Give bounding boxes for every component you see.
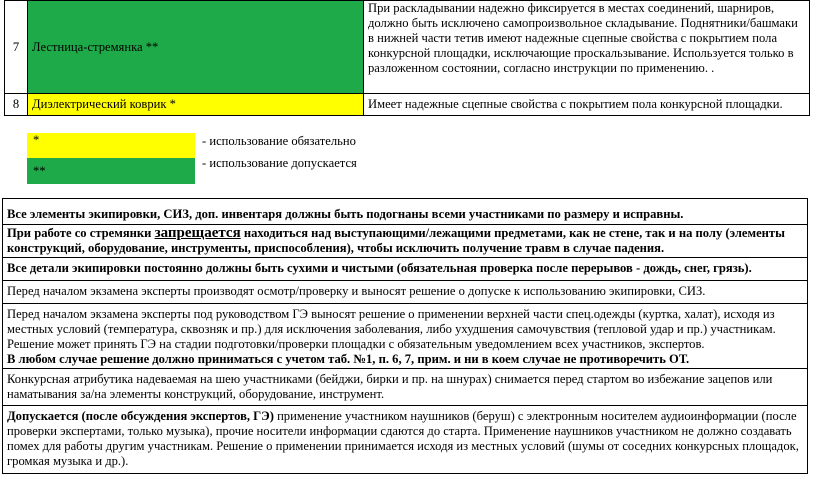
table-row — [5, 1, 810, 94]
item-name: Лестница-стремянка ** — [28, 1, 364, 94]
rule-inspection: Перед началом экзамена эксперты производят осмотр/проверку и выносят решение о допуске к использованию экипировки, СИЗ. — [3, 281, 807, 304]
rule-badges: Конкурсная атрибутика надеваемая на шею участниками (бейджи, бирки и пр. на шнурах) снимается перед стартом во избежание зацепов или наматывания за/на элементы конструкций, оборудование, инструмент. — [3, 369, 807, 406]
legend-allowed-text: - использование допускается — [202, 156, 357, 170]
rule-dry-clean: Все детали экипировки постоянно должны быть сухими и чистыми (обязательная проверка после перерывов - дождь, снег, грязь). — [3, 258, 807, 281]
rules-box — [2, 198, 808, 474]
rule-headphones-allowed: Допускается (после обсуждения экспертов, ГЭ) — [7, 409, 274, 423]
equipment-table — [4, 0, 810, 116]
item-name: Диэлектрический коврик * — [28, 94, 364, 116]
rule-headphones — [3, 406, 807, 473]
legend-allowed-swatch: ** — [27, 158, 195, 184]
rule-clothing-note: В любом случае решение должно приниматься с учетом таб. №1, п. 6, 7, прим. и ни в коем случае не противоречить ОТ. — [7, 352, 690, 366]
legend-required-text: - использование обязательно — [202, 134, 356, 148]
row-number: 7 — [5, 1, 28, 94]
item-description: Имеет надежные сцепные свойства с покрытием пола конкурсной площадки. — [364, 94, 810, 116]
rule-ladder-forbidden: запрещается — [154, 225, 241, 241]
rule-ladder-text-a: При работе со стремянки — [7, 226, 155, 240]
item-description: При раскладывании надежно фиксируется в местах соединений, шарниров, должно быть исключено самопроизвольное складывание. Поднятники/башмаки в нижней части тетив имеют надежные сцепные свойства с покрытием пола конкурсной площадки, исключающие проскальзывание. Используется только в разложенном состоянии, согласно инструкции по применению. . — [364, 1, 810, 94]
table-row — [5, 94, 810, 116]
rule-fit: Все элементы экипировки, СИЗ, доп. инвентаря должны быть подогнаны всеми участниками по размеру и исправны. — [3, 199, 807, 225]
row-number: 8 — [5, 94, 28, 116]
rule-clothing — [3, 304, 807, 369]
rule-clothing-text: Перед началом экзамена эксперты под руководством ГЭ выносят решение о применении верхней части спец.одежды (куртка, халат), исходя из местных условий (температура, сквозняк и пр.) для исключения заболевания, либо ухудшения самочувствия (тепловой удар и пр.) участникам. Решение может принять ГЭ на стадии подготовки/проверки площадки с обязательным уведомлением всех участников, экспертов. — [7, 307, 776, 351]
rule-headphones-text: применение участником наушников (беруш) с электронным носителем аудиоинформации (после проверки экспертами, только музыка), прочие носители информации сдаются до старта. Применение наушников участником не должно создавать помех для работы другим участникам. Решение о применении принимается исходя из местных условий (шумы от соседних конкурсных площадок, громкая музыка и др.). — [7, 409, 799, 468]
legend-required-swatch: * — [27, 133, 195, 158]
rule-ladder-text-c: находиться над выступающими/лежащими предметами, как не стене, так и на полу (элементы конструкций, оборудование, инструменты, приспособления), чтобы исключить получение травм в случае падения. — [7, 226, 785, 255]
rule-ladder — [3, 225, 807, 258]
